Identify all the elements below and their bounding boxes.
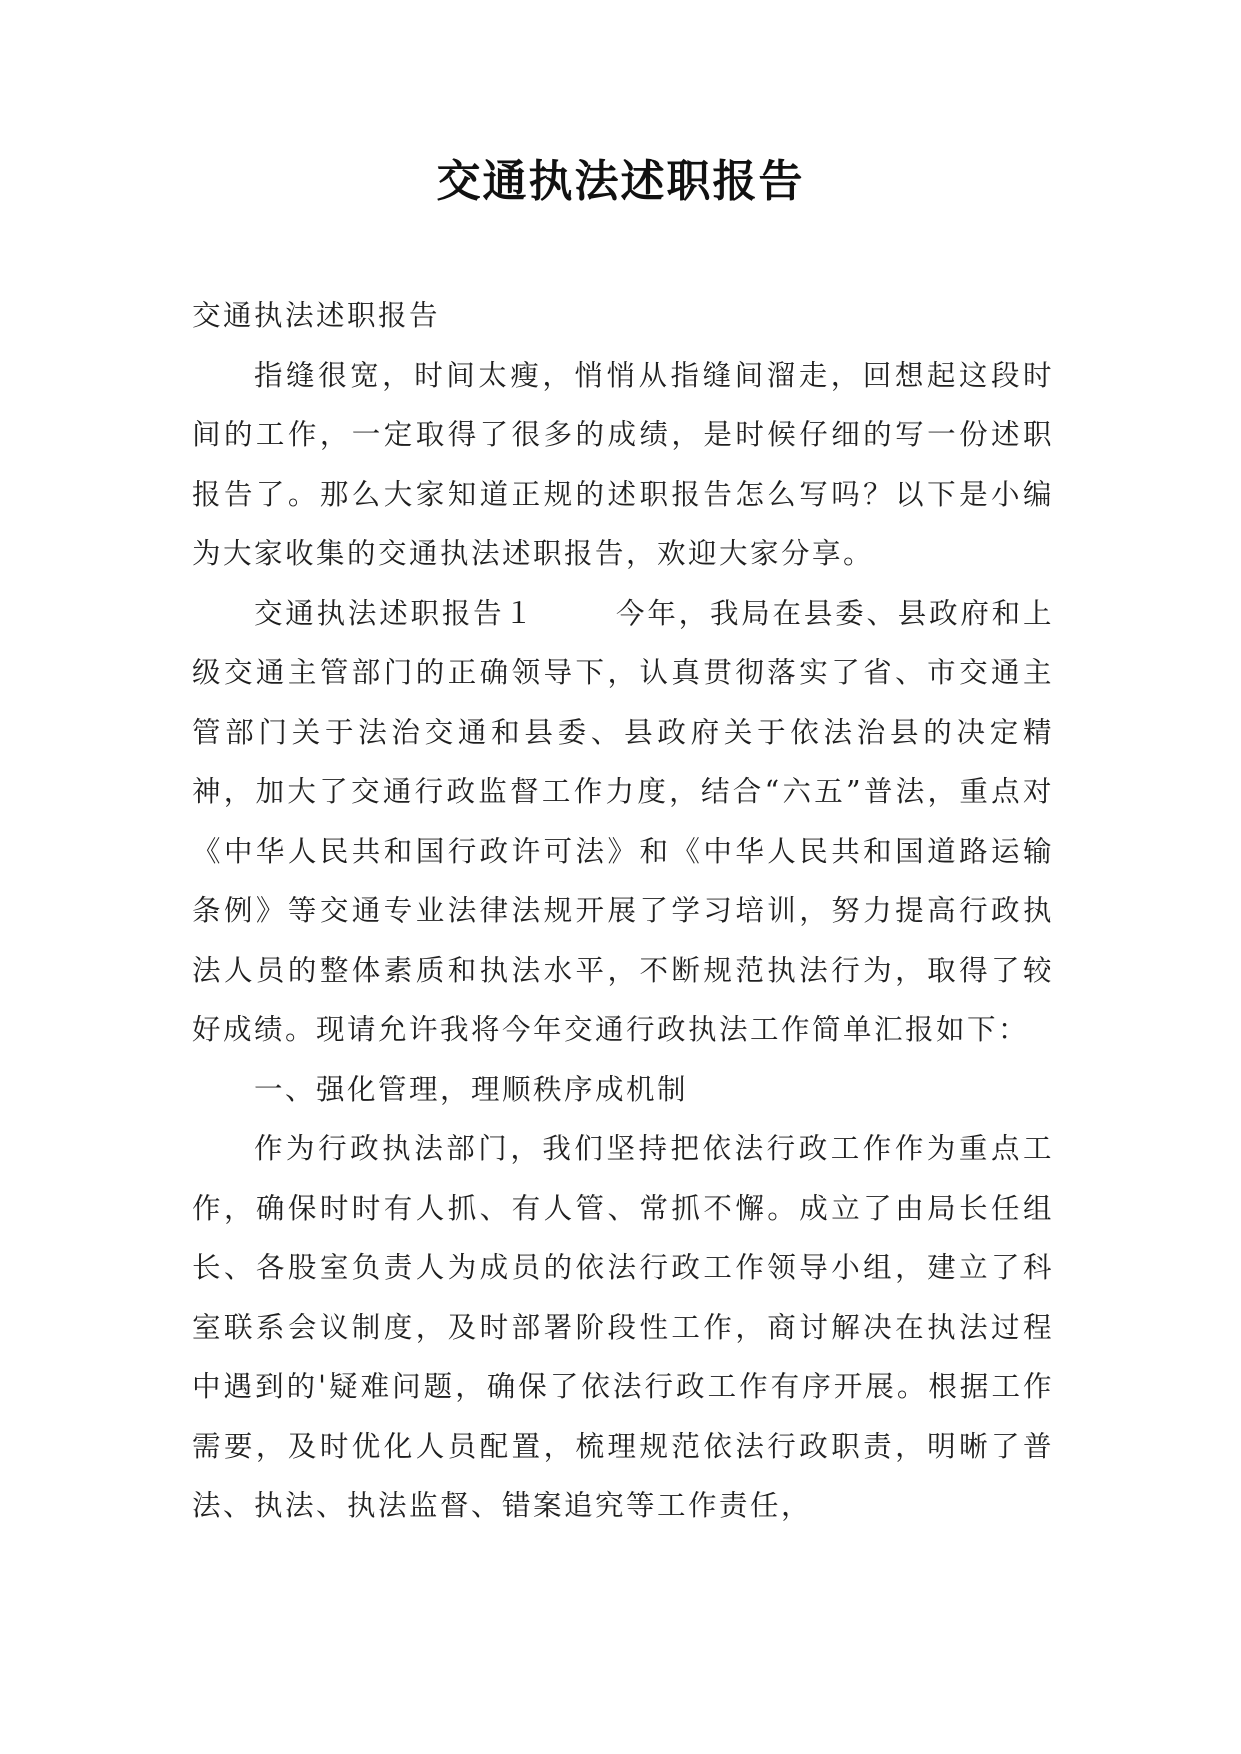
section1-heading: 一、强化管理，理顺秩序成机制: [254, 1072, 689, 1106]
document-title: 交通执法述职报告: [436, 156, 805, 207]
report1-heading: 交通执法述职报告１: [254, 596, 536, 630]
section1-paragraph: 作为行政执法部门，我们坚持把依法行政工作作为重点工作，确保时时有人抓、有人管、常抓不懈。成立了由局长任组长、各股室负责人为成员的依法行政工作领导小组，建立了科室联系会议制度，及时部署阶段性工作，商讨解决在执法过程中遇到的'疑难问题，确保了依法行政工作有序开展。根据工作需要，及时优化人员配置，梳理规范依法行政职责，明晰了普法、执法、执法监督、错案追究等工作责任，: [192, 1132, 1054, 1522]
report1-body: 今年，我局在县委、县政府和上级交通主管部门的正确领导下，认真贯彻落实了省、市交通主管部门关于法治交通和县委、县政府关于依法治县的决定精神，加大了交通行政监督工作力度，结合“六五”普法，重点对《中华人民共和国行政许可法》和《中华人民共和国道路运输条例》等交通专业法律法规开展了学习培训，努力提高行政执法人员的整体素质和执法水平，不断规范执法行为，取得了较好成绩。现请允许我将今年交通行政执法工作简单汇报如下：: [192, 596, 1054, 1046]
report1-paragraph: [192, 584, 1054, 1060]
document-body: [192, 286, 1054, 1536]
document-subtitle: 交通执法述职报告: [192, 299, 441, 332]
intro-paragraph: 指缝很宽，时间太瘦，悄悄从指缝间溜走，回想起这段时间的工作，一定取得了很多的成绩，是时候仔细的写一份述职报告了。那么大家知道正规的述职报告怎么写吗？以下是小编为大家收集的交通执法述职报告，欢迎大家分享。: [192, 358, 1054, 570]
